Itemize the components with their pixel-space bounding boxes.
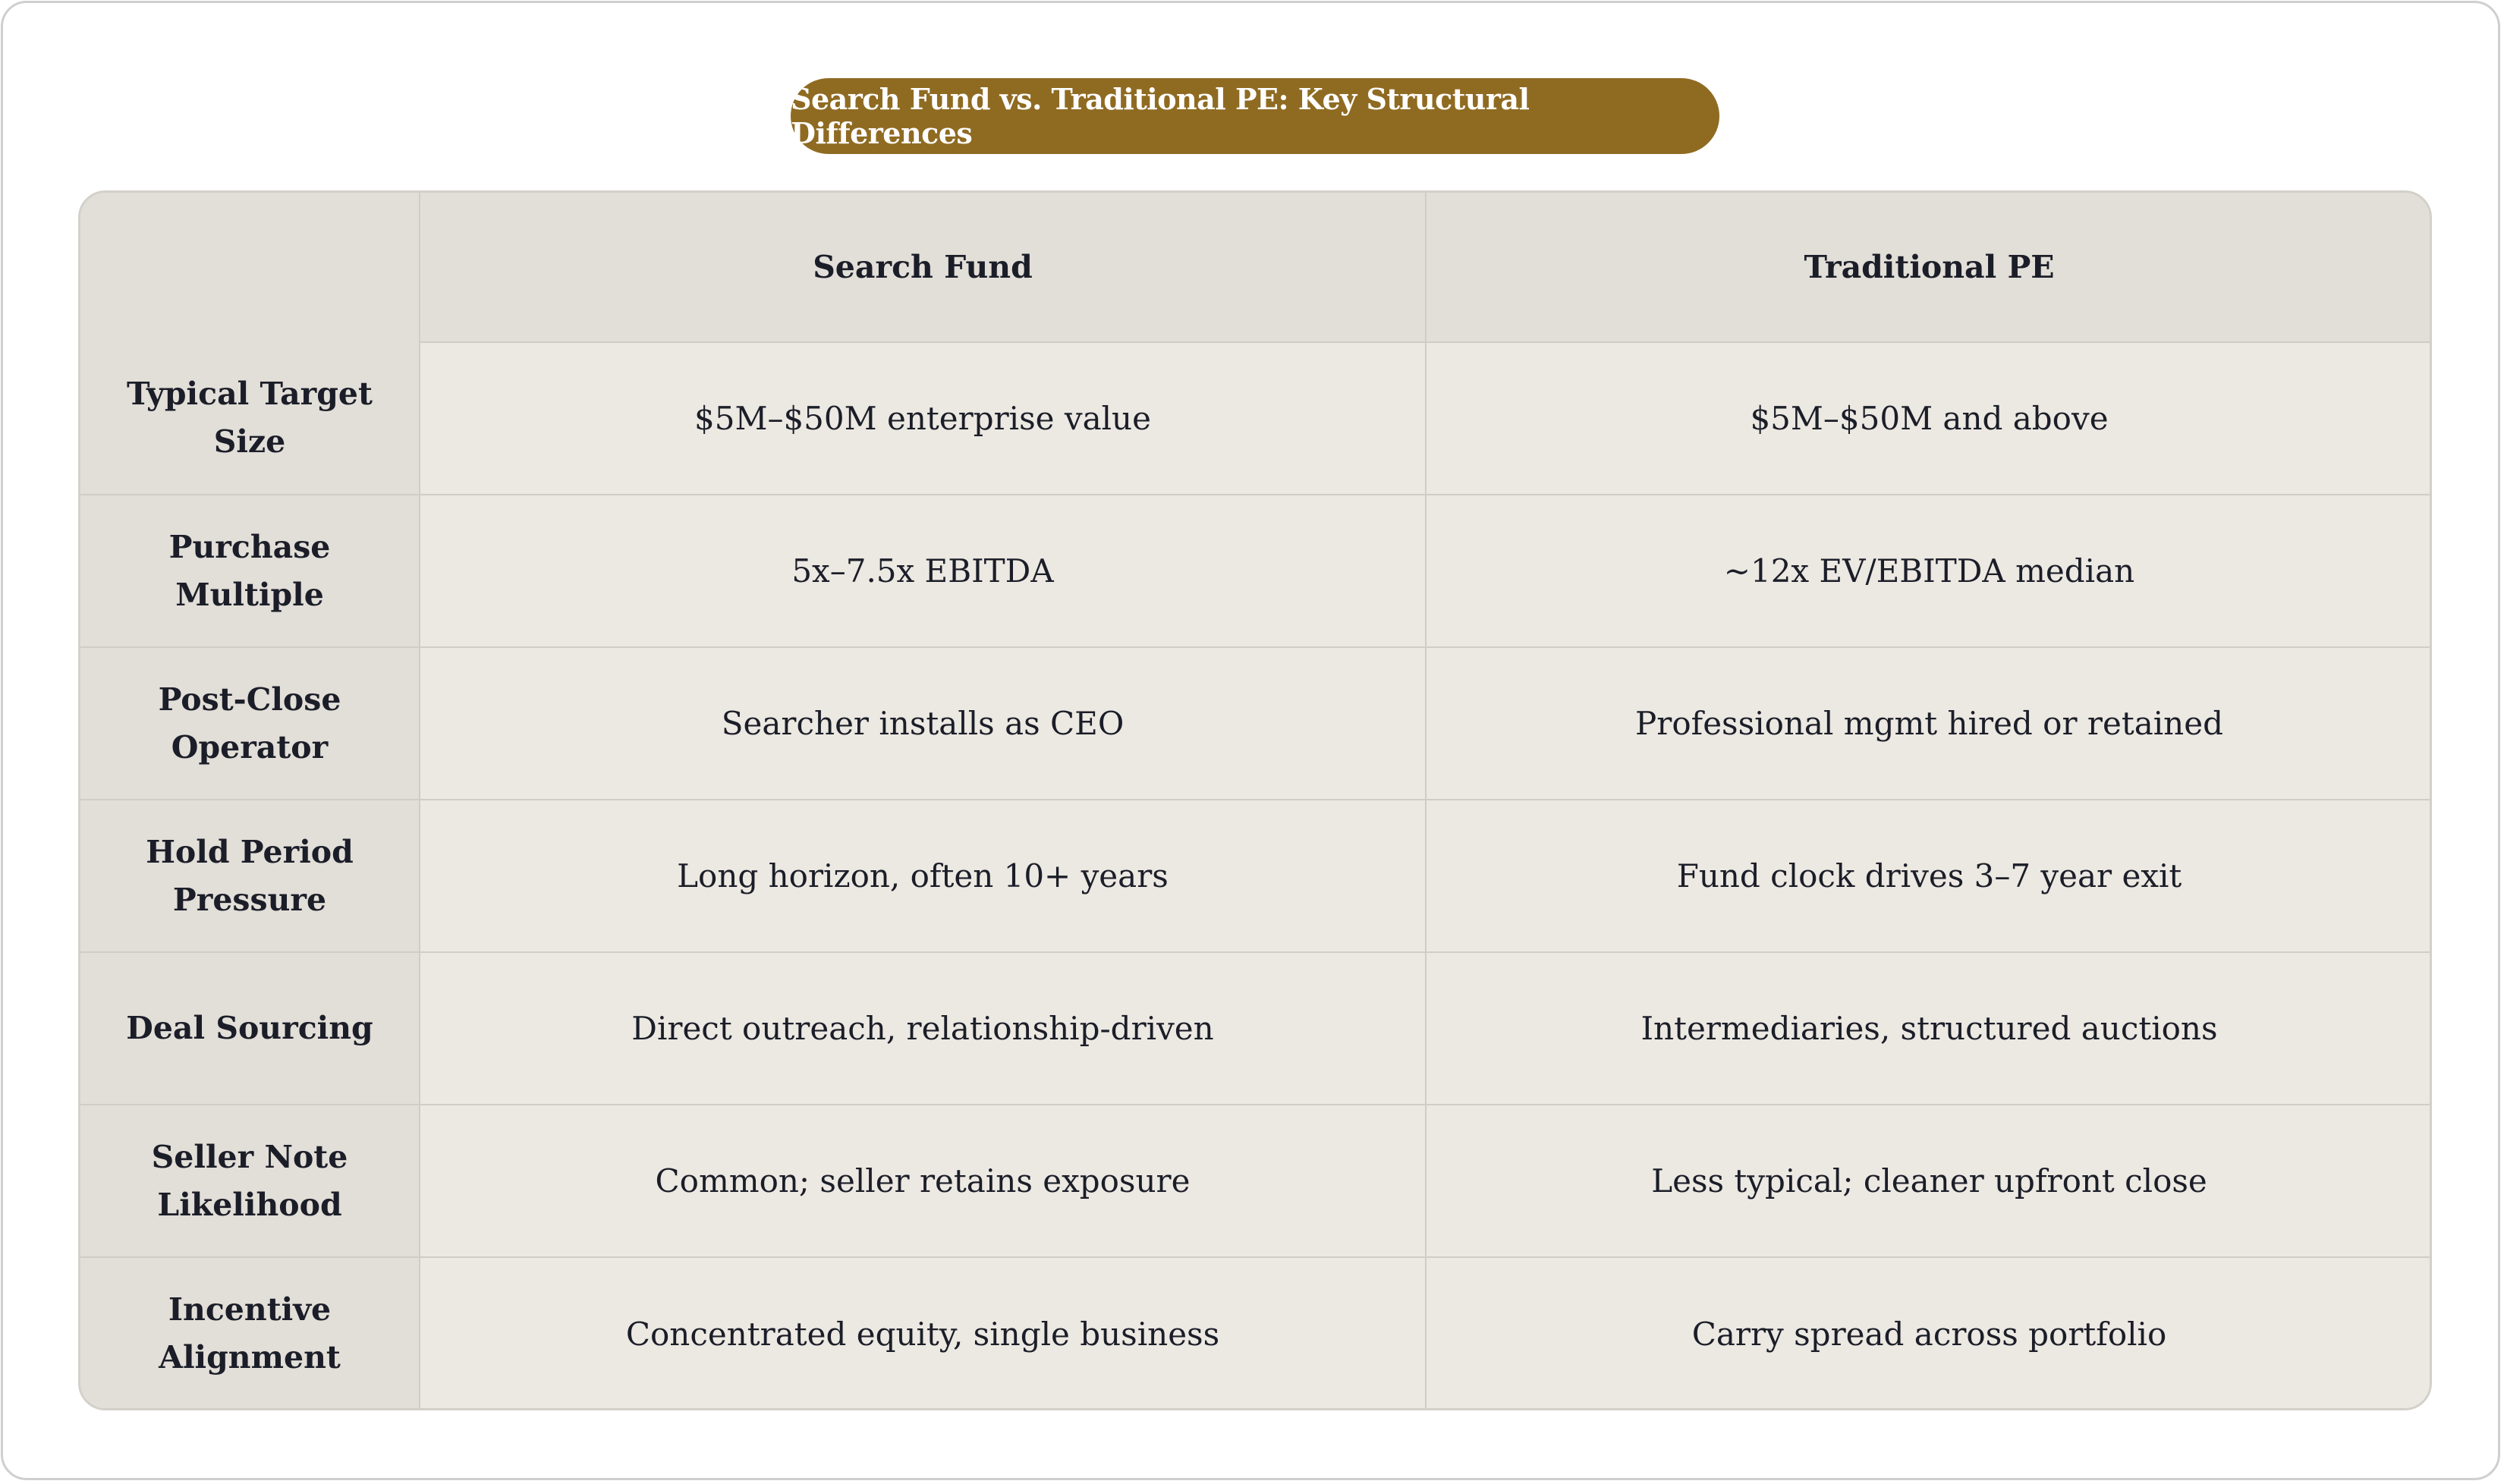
search-fund-cell: Common; seller retains exposure <box>420 1105 1426 1257</box>
table-row <box>80 495 2432 647</box>
row-label: Typical Target Size <box>80 342 420 495</box>
traditional-pe-cell: Carry spread across portfolio <box>1426 1257 2432 1410</box>
traditional-pe-cell: $5M–$50M and above <box>1426 342 2432 495</box>
traditional-pe-cell: Intermediaries, structured auctions <box>1426 952 2432 1105</box>
search-fund-cell: Concentrated equity, single business <box>420 1257 1426 1410</box>
search-fund-cell: Direct outreach, relationship-driven <box>420 952 1426 1105</box>
row-label: Incentive Alignment <box>80 1257 420 1410</box>
search-fund-cell: Long horizon, often 10+ years <box>420 800 1426 952</box>
page-frame <box>1 1 2500 1480</box>
traditional-pe-cell: Professional mgmt hired or retained <box>1426 647 2432 800</box>
comparison-table <box>78 190 2432 1410</box>
header-corner-cell <box>80 193 420 342</box>
search-fund-cell: Searcher installs as CEO <box>420 647 1426 800</box>
traditional-pe-cell: ~12x EV/EBITDA median <box>1426 495 2432 647</box>
table-row <box>80 342 2432 495</box>
search-fund-cell: 5x–7.5x EBITDA <box>420 495 1426 647</box>
header-search-fund: Search Fund <box>420 193 1426 342</box>
row-label: Purchase Multiple <box>80 495 420 647</box>
table-row <box>80 1105 2432 1257</box>
row-label: Deal Sourcing <box>80 952 420 1105</box>
table-row <box>80 952 2432 1105</box>
row-label: Seller Note Likelihood <box>80 1105 420 1257</box>
table-row <box>80 800 2432 952</box>
table-row <box>80 1257 2432 1410</box>
page-title: Search Fund vs. Traditional PE: Key Structural Differences <box>791 78 1719 154</box>
row-label: Hold Period Pressure <box>80 800 420 952</box>
traditional-pe-cell: Less typical; cleaner upfront close <box>1426 1105 2432 1257</box>
search-fund-cell: $5M–$50M enterprise value <box>420 342 1426 495</box>
table-header-row <box>80 193 2432 342</box>
traditional-pe-cell: Fund clock drives 3–7 year exit <box>1426 800 2432 952</box>
row-label: Post-Close Operator <box>80 647 420 800</box>
table-row <box>80 647 2432 800</box>
header-traditional-pe: Traditional PE <box>1426 193 2432 342</box>
